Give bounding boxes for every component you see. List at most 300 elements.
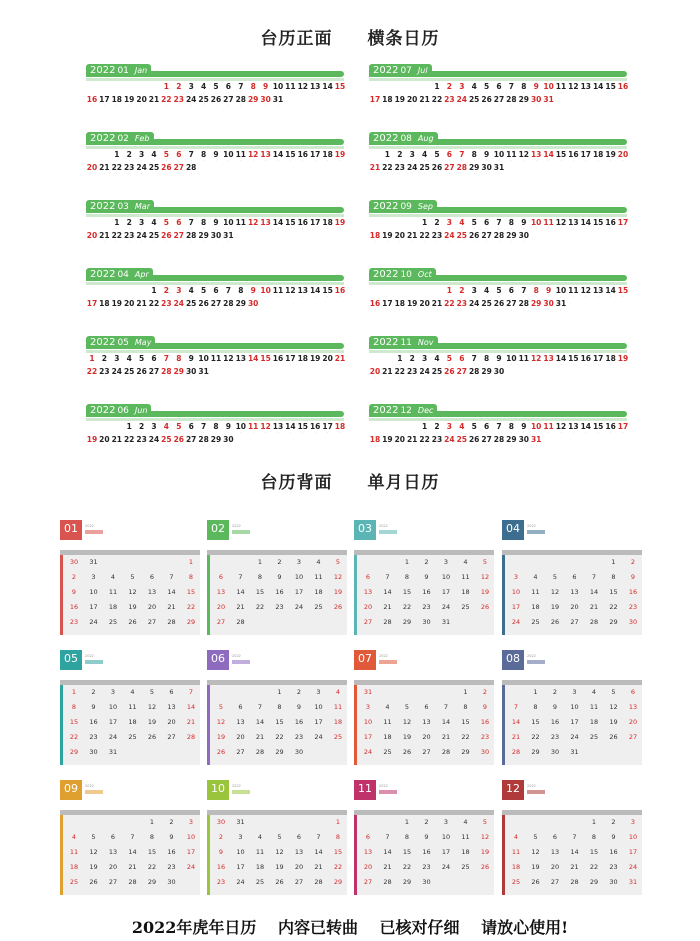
grid-day-lunar: ·: [406, 565, 408, 569]
grid-day-lunar: ·: [406, 755, 408, 759]
strip-day-lunar: ·: [597, 431, 599, 435]
grid-day-lunar: ·: [593, 710, 595, 714]
strip-day-lunar: ·: [448, 431, 450, 435]
month-pills: [232, 530, 250, 534]
grid-day: 20 ·: [419, 733, 435, 744]
strip-day: 16 ·: [297, 218, 309, 231]
strip-day: 7 ·: [185, 218, 197, 231]
grid-day-lunar: ·: [279, 885, 280, 889]
strip-day: 30 ·: [493, 367, 505, 380]
grid-day: 16 ·: [606, 848, 622, 859]
strip-year: 2022: [90, 65, 116, 76]
grid-day-lunar: ·: [112, 625, 114, 629]
grid-day-lunar: ·: [220, 710, 222, 714]
grid-day-lunar: ·: [554, 740, 556, 744]
strip-day: 18 ·: [334, 422, 346, 435]
grid-day-lunar: ·: [112, 885, 114, 889]
strip-day: 16 ·: [568, 150, 579, 163]
grid-month-01: [60, 520, 200, 638]
strip-day: 4 ·: [160, 422, 172, 435]
strip-day: 21 ·: [406, 435, 418, 448]
grid-day: 29 ·: [183, 618, 199, 629]
month-pills: [527, 790, 545, 794]
grid-day: 24 ·: [567, 733, 583, 744]
strip-day: 15 ·: [285, 218, 296, 231]
strip-day-lunar: ·: [597, 295, 599, 299]
strip-day-lunar: ·: [399, 104, 401, 108]
strip-day: 19 ·: [617, 354, 629, 367]
grid-day-lunar: ·: [426, 580, 427, 584]
strip-day-lunar: ·: [535, 227, 537, 231]
grid-day-lunar: ·: [337, 565, 339, 569]
strip-day-lunar: ·: [560, 227, 562, 231]
strip-month-tag: [86, 404, 151, 417]
strip-day: 18 ·: [322, 150, 333, 163]
strip-day-lunar: ·: [116, 308, 118, 312]
grid-day: 27 ·: [547, 878, 563, 889]
grid-day: 22 ·: [66, 733, 82, 744]
grid-day-lunar: ·: [298, 695, 300, 699]
grid-day: 20 ·: [164, 718, 180, 729]
grid-day: 17 ·: [183, 848, 199, 859]
strip-day: 5 ·: [468, 218, 480, 231]
strip-row-1: [369, 422, 627, 436]
grid-day: 18 ·: [311, 588, 327, 599]
strip-day-lunar: ·: [486, 91, 488, 95]
grid-day: 17 ·: [291, 588, 307, 599]
grid-day-lunar: ·: [112, 755, 114, 759]
strip-day-lunar: ·: [190, 240, 192, 244]
grid-day-lunar: ·: [73, 580, 75, 584]
grid-day: 6 ·: [233, 703, 249, 714]
grid-day-lunar: ·: [259, 710, 261, 714]
strip-day: 10 ·: [530, 422, 542, 435]
grid-day: 26 ·: [477, 603, 493, 614]
grid-day: 6 ·: [105, 833, 121, 844]
grid-day: 25 ·: [458, 863, 474, 874]
grid-day-lunar: ·: [318, 855, 319, 859]
grid-day: 16 ·: [419, 588, 435, 599]
grid-day-lunar: ·: [73, 855, 75, 859]
grid-month-08: [502, 650, 642, 768]
strip-day: 22 ·: [394, 367, 406, 380]
strip-day-lunar: ·: [535, 104, 537, 108]
grid-day-lunar: ·: [613, 870, 614, 874]
strip-day: 20 ·: [394, 231, 406, 244]
grid-day-lunar: ·: [73, 565, 75, 569]
grid-day-lunar: ·: [367, 840, 369, 844]
grid-day: 24 ·: [311, 733, 327, 744]
grid-day: 15 ·: [399, 848, 415, 859]
strip-day: 19 ·: [86, 435, 98, 448]
strip-day-lunar: ·: [374, 172, 376, 176]
grid-day: 14 ·: [125, 848, 141, 859]
grid-day: 10 ·: [438, 833, 454, 844]
grid-day: 18 ·: [105, 603, 121, 614]
strip-day-lunar: ·: [523, 227, 525, 231]
grid-day: 8 ·: [528, 703, 544, 714]
month-pills: [527, 530, 545, 534]
grid-day-lunar: ·: [279, 755, 280, 759]
strip-day-lunar: ·: [178, 444, 180, 448]
grid-day: 6 ·: [360, 833, 376, 844]
month-pills: [232, 660, 250, 664]
strip-day: 28 ·: [506, 95, 517, 108]
grid-day-lunar: ·: [132, 695, 133, 699]
grid-day: 16 ·: [272, 588, 288, 599]
grid-day: 22 ·: [183, 603, 199, 614]
strip-day-lunar: ·: [610, 295, 612, 299]
strip-day-lunar: ·: [190, 308, 192, 312]
grid-day-lunar: ·: [367, 580, 369, 584]
strip-day: 23 ·: [431, 435, 443, 448]
grid-day: 3 ·: [438, 818, 454, 829]
grid-day: 6 ·: [144, 573, 160, 584]
strip-day-lunar: ·: [461, 91, 463, 95]
strip-day-lunar: ·: [572, 295, 574, 299]
grid-day-lunar: ·: [574, 580, 575, 584]
grid-day: 16 ·: [477, 718, 493, 729]
grid-day: 23 ·: [291, 733, 307, 744]
strip-day: 27 ·: [173, 163, 185, 176]
strip-day-lunar: ·: [116, 376, 118, 380]
strip-month-tag: [369, 404, 437, 417]
grid-day: 14 ·: [233, 588, 249, 599]
strip-day: 28 ·: [493, 231, 505, 244]
grid-day-lunar: ·: [171, 870, 172, 874]
grid-day-lunar: ·: [445, 740, 447, 744]
grid-day: 26 ·: [477, 863, 493, 874]
strip-day-lunar: ·: [486, 308, 488, 312]
strip-day: 18 ·: [592, 150, 604, 163]
grid-day: 11 ·: [330, 703, 346, 714]
strip-day-lunar: ·: [252, 159, 254, 163]
strip-day-lunar: ·: [597, 227, 599, 231]
grid-day-lunar: ·: [632, 580, 634, 584]
grid-day-lunar: ·: [112, 855, 114, 859]
strip-day: 27 ·: [493, 95, 505, 108]
strip-day: 26 ·: [161, 163, 172, 176]
grid-day: 8 ·: [586, 833, 602, 844]
strip-day-lunar: ·: [103, 104, 105, 108]
month-stripe: [207, 555, 210, 635]
strip-day: 9 ·: [185, 354, 197, 367]
strip-day: 28 ·: [185, 163, 197, 176]
grid-day: 1 ·: [528, 688, 544, 699]
strip-day-lunar: ·: [141, 363, 143, 367]
grid-day: 14 ·: [380, 588, 396, 599]
strip-day-lunar: ·: [374, 376, 376, 380]
strip-day: 24 ·: [111, 367, 123, 380]
grid-month-12: [502, 780, 642, 898]
strip-day: 4 ·: [123, 354, 135, 367]
strip-day: 10 ·: [272, 82, 284, 95]
strip-day-lunar: ·: [399, 172, 401, 176]
grid-day-lunar: ·: [535, 885, 536, 889]
strip-day: 6 ·: [456, 354, 468, 367]
strip-day: 5 ·: [173, 422, 185, 435]
strip-day-lunar: ·: [572, 159, 574, 163]
strip-row-2: [86, 231, 344, 245]
strip-day: 1 ·: [148, 286, 160, 299]
strip-day: 23 ·: [406, 367, 418, 380]
strip-day: 25 ·: [419, 163, 430, 176]
strip-day-lunar: ·: [141, 431, 143, 435]
strip-day: 27 ·: [506, 299, 517, 312]
strip-day-lunar: ·: [141, 227, 143, 231]
grid-day-lunar: ·: [574, 595, 575, 599]
strip-month-07: [369, 64, 627, 112]
strip-day-lunar: ·: [523, 159, 525, 163]
grid-day-lunar: ·: [151, 725, 153, 729]
grid-day-lunar: ·: [259, 610, 261, 614]
grid-day-lunar: ·: [298, 840, 300, 844]
strip-day: 8 ·: [210, 422, 222, 435]
grid-day: 20 ·: [213, 603, 229, 614]
strip-day: 11 ·: [247, 422, 259, 435]
grid-day: 1 ·: [606, 558, 622, 569]
strip-day-lunar: ·: [436, 104, 438, 108]
grid-day: 15 ·: [252, 588, 268, 599]
strip-row-2: [86, 299, 344, 313]
grid-day: 27 ·: [164, 733, 180, 744]
grid-day-lunar: ·: [632, 840, 634, 844]
grid-day-lunar: ·: [151, 870, 153, 874]
strip-day-lunar: ·: [424, 172, 426, 176]
strip-day-lunar: ·: [399, 444, 401, 448]
grid-day: 4 ·: [508, 833, 524, 844]
grid-day-lunar: ·: [535, 595, 536, 599]
strip-day-lunar: ·: [203, 104, 205, 108]
strip-day-lunar: ·: [302, 431, 304, 435]
grid-day-lunar: ·: [318, 610, 319, 614]
strip-day: 16 ·: [369, 299, 381, 312]
grid-day-lunar: ·: [132, 580, 133, 584]
strip-day: 12 ·: [568, 82, 579, 95]
grid-day: 25 ·: [508, 878, 524, 889]
grid-day: 11 ·: [125, 703, 141, 714]
grid-day-lunar: ·: [632, 565, 634, 569]
grid-day: 9 ·: [477, 703, 493, 714]
grid-day-lunar: ·: [318, 695, 319, 699]
grid-day-lunar: ·: [426, 825, 427, 829]
grid-day: 27 ·: [233, 748, 249, 759]
grid-day: 20 ·: [625, 718, 641, 729]
strip-day: 10 ·: [198, 354, 209, 367]
strip-day: 8 ·: [505, 218, 517, 231]
grid-day: 11 ·: [66, 848, 82, 859]
strip-day: 18 ·: [297, 354, 309, 367]
grid-day-lunar: ·: [151, 840, 153, 844]
strip-day: 4 ·: [148, 218, 160, 231]
grid-day: 20 ·: [233, 733, 249, 744]
grid-day-lunar: ·: [445, 625, 447, 629]
grid-day-lunar: ·: [132, 725, 133, 729]
strip-day-lunar: ·: [240, 295, 242, 299]
strip-day: 12 ·: [530, 354, 542, 367]
month-badge: 07: [354, 650, 376, 670]
strip-day-lunar: ·: [265, 431, 267, 435]
grid-day: 14 ·: [183, 703, 199, 714]
grid-day-lunar: ·: [613, 825, 614, 829]
strip-day-lunar: ·: [622, 159, 624, 163]
strip-day: 25 ·: [198, 95, 209, 108]
grid-day: 18 ·: [330, 718, 346, 729]
grid-day: 27 ·: [144, 618, 160, 629]
strip-day: 12 ·: [555, 422, 567, 435]
strip-day-lunar: ·: [103, 376, 105, 380]
strip-day: 11 ·: [272, 286, 284, 299]
grid-day: 22 ·: [528, 733, 544, 744]
strip-day: 7 ·: [456, 150, 468, 163]
strip-day: 23 ·: [173, 95, 185, 108]
grid-month-05: [60, 650, 200, 768]
grid-day-lunar: ·: [387, 870, 388, 874]
grid-day-lunar: ·: [112, 595, 114, 599]
grid-day-lunar: ·: [426, 870, 427, 874]
grid-day-lunar: ·: [535, 740, 536, 744]
strip-row-1: [86, 82, 344, 96]
strip-day-lunar: ·: [486, 444, 488, 448]
strip-weekday-band: [369, 282, 627, 285]
strip-day: 31 ·: [272, 95, 284, 108]
strip-day-lunar: ·: [240, 227, 242, 231]
strip-day-lunar: ·: [486, 240, 488, 244]
strip-day-lunar: ·: [585, 431, 587, 435]
strip-day-lunar: ·: [523, 308, 525, 312]
strip-day-lunar: ·: [548, 295, 550, 299]
grid-day-lunar: ·: [387, 710, 388, 714]
strip-day: 21 ·: [148, 95, 160, 108]
grid-day: 2 ·: [66, 573, 82, 584]
strip-day: 4 ·: [456, 422, 468, 435]
grid-day-lunar: ·: [426, 610, 427, 614]
grid-day: 12 ·: [272, 848, 288, 859]
strip-day: 22 ·: [419, 231, 430, 244]
grid-day: 3 ·: [291, 558, 307, 569]
strip-day: 25 ·: [123, 367, 135, 380]
strip-day-lunar: ·: [572, 363, 574, 367]
grid-day-lunar: ·: [445, 840, 447, 844]
strip-day-lunar: ·: [153, 172, 155, 176]
grid-day-lunar: ·: [190, 870, 192, 874]
strip-day: 7 ·: [468, 354, 480, 367]
strip-day-lunar: ·: [339, 295, 341, 299]
grid-day-lunar: ·: [515, 595, 517, 599]
strip-day-lunar: ·: [128, 308, 130, 312]
grid-day: 30 ·: [547, 748, 563, 759]
grid-day: 7 ·: [438, 703, 454, 714]
strip-day-lunar: ·: [461, 240, 463, 244]
grid-day-lunar: ·: [613, 840, 614, 844]
strip-day-lunar: ·: [597, 159, 599, 163]
grid-day: 10 ·: [105, 703, 121, 714]
grid-day: 16 ·: [66, 603, 82, 614]
grid-day-lunar: ·: [593, 840, 595, 844]
grid-day: 21 ·: [233, 603, 249, 614]
grid-day-lunar: ·: [151, 710, 153, 714]
grid-day: 23 ·: [606, 863, 622, 874]
strip-day-lunar: ·: [227, 91, 229, 95]
strip-day: 5 ·: [443, 354, 455, 367]
grid-day: 3 ·: [360, 703, 376, 714]
strip-month-01: [86, 64, 344, 112]
grid-day-lunar: ·: [93, 725, 94, 729]
strip-day: 22 ·: [419, 435, 430, 448]
grid-day-lunar: ·: [574, 695, 575, 699]
grid-day-lunar: ·: [535, 840, 536, 844]
grid-day-lunar: ·: [445, 595, 447, 599]
grid-day: 24 ·: [508, 618, 524, 629]
grid-day: 26 ·: [213, 748, 229, 759]
grid-day: 21 ·: [438, 733, 454, 744]
strip-day-lunar: ·: [498, 104, 500, 108]
strip-day-lunar: ·: [240, 431, 242, 435]
grid-day-lunar: ·: [259, 725, 261, 729]
footer-c: 已核对仔细: [379, 918, 460, 937]
grid-day-lunar: ·: [406, 725, 408, 729]
strip-row-2: [86, 95, 344, 109]
strip-day: 22 ·: [111, 163, 123, 176]
grid-day: 2 ·: [606, 818, 622, 829]
grid-day-lunar: ·: [132, 625, 133, 629]
strip-day-lunar: ·: [116, 104, 118, 108]
grid-day-lunar: ·: [298, 565, 300, 569]
grid-day: 31 ·: [567, 748, 583, 759]
footer-note: [0, 915, 700, 938]
grid-day-lunar: ·: [337, 870, 339, 874]
strip-day: 15 ·: [334, 82, 346, 95]
strip-day: 24 ·: [173, 299, 185, 312]
strip-day-lunar: ·: [190, 444, 192, 448]
grid-day-lunar: ·: [337, 885, 339, 889]
strip-day: 6 ·: [222, 82, 234, 95]
grid-day-lunar: ·: [337, 855, 339, 859]
strip-day: 31 ·: [493, 163, 505, 176]
grid-day-lunar: ·: [318, 565, 319, 569]
grid-day: 11 ·: [380, 718, 396, 729]
strip-day: 30 ·: [185, 367, 197, 380]
strip-day: 22 ·: [86, 367, 98, 380]
strip-day: 26 ·: [136, 367, 147, 380]
strip-day: 3 ·: [468, 286, 480, 299]
strip-day-lunar: ·: [116, 444, 118, 448]
strip-day-lunar: ·: [523, 363, 525, 367]
strip-day-lunar: ·: [473, 240, 475, 244]
strip-day-lunar: ·: [178, 159, 180, 163]
strip-day: 29 ·: [210, 435, 222, 448]
grid-day: 27 ·: [360, 878, 376, 889]
strip-day-lunar: ·: [411, 376, 413, 380]
strip-day-lunar: ·: [153, 240, 155, 244]
strip-day-lunar: ·: [523, 240, 525, 244]
grid-day-lunar: ·: [554, 855, 556, 859]
strip-day: 20 ·: [617, 150, 629, 163]
strip-day-lunar: ·: [461, 159, 463, 163]
strip-day: 23 ·: [123, 163, 135, 176]
grid-day-lunar: ·: [279, 595, 280, 599]
grid-day: 7 ·: [233, 573, 249, 584]
grid-day: 24 ·: [105, 733, 121, 744]
strip-day-lunar: ·: [128, 444, 130, 448]
grid-day: 20 ·: [360, 863, 376, 874]
strip-day-lunar: ·: [386, 308, 388, 312]
grid-day: 24 ·: [438, 603, 454, 614]
grid-day: 24 ·: [438, 863, 454, 874]
strip-day-lunar: ·: [277, 431, 279, 435]
strip-day-lunar: ·: [116, 363, 118, 367]
strip-day-lunar: ·: [510, 308, 512, 312]
